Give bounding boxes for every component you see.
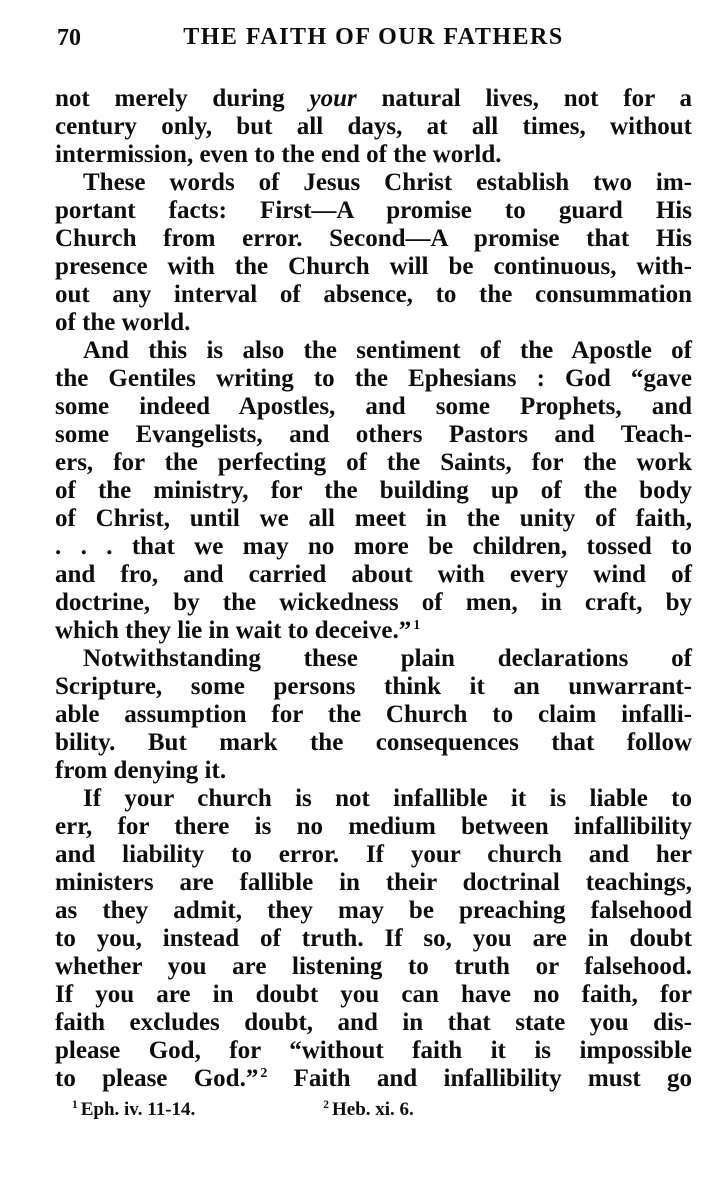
text-line — [55, 421, 692, 449]
footnote-1-text: Eph. iv. 11-14. — [80, 1099, 196, 1120]
text-segment: These words of Jesus Christ establish two im- — [83, 169, 692, 196]
text-segment: the Gentiles writing to the Ephesians : God “gave — [55, 365, 692, 392]
text-line — [55, 953, 692, 981]
text-line — [55, 309, 692, 337]
text-line — [55, 533, 692, 561]
text-line — [55, 337, 692, 365]
text-segment: intermission, even to the end of the world. — [55, 141, 502, 168]
text-segment: of the world. — [55, 309, 191, 336]
text-line — [55, 197, 692, 225]
text-segment: some Evangelists, and others Pastors and Teach- — [55, 421, 692, 448]
text-line — [55, 225, 692, 253]
text-segment: from denying it. — [55, 757, 227, 784]
text-line — [55, 113, 692, 141]
paragraph-5 — [55, 785, 692, 1093]
text-segment: Scripture, some persons think it an unwarrant- — [55, 673, 692, 700]
footnote-1 — [72, 1099, 195, 1121]
text-segment: not merely during — [55, 85, 310, 112]
text-line — [55, 1037, 692, 1065]
text-segment: err, for there is no medium between infallibility — [55, 813, 692, 840]
text-segment: natural lives, not for a — [356, 85, 692, 112]
text-segment: of Christ, until we all meet in the unity of faith, — [55, 505, 692, 532]
text-segment: ministers are fallible in their doctrinal teachings, — [55, 869, 692, 896]
page-header — [55, 24, 692, 52]
paragraph-4 — [55, 645, 692, 785]
footnote-2-text: Heb. xi. 6. — [331, 1099, 414, 1120]
text-segment: doctrine, by the wickedness of men, in craft, by — [55, 589, 692, 616]
footnote-2 — [323, 1099, 414, 1121]
text-line — [55, 477, 692, 505]
text-line — [55, 869, 692, 897]
paragraph-1 — [55, 85, 692, 169]
text-line — [55, 85, 692, 113]
text-segment: whether you are listening to truth or falsehood. — [55, 953, 692, 980]
text-segment: Notwithstanding these plain declarations of — [83, 645, 692, 672]
text-line — [55, 1065, 692, 1093]
text-line — [55, 393, 692, 421]
text-line — [55, 981, 692, 1009]
text-segment: presence with the Church will be continuous, with- — [55, 253, 692, 280]
text-line — [55, 841, 692, 869]
text-line — [55, 673, 692, 701]
text-line — [55, 281, 692, 309]
footnote-2-marker: 2 — [323, 1098, 329, 1111]
text-segment: and liability to error. If your church and her — [55, 841, 692, 868]
text-line — [55, 757, 692, 785]
text-segment: and fro, and carried about with every wind of — [55, 561, 692, 588]
running-title: THE FAITH OF OUR FATHERS — [183, 24, 564, 50]
text-segment: able assumption for the Church to claim infalli- — [55, 701, 692, 728]
text-segment: If your church is not infallible it is liable to — [83, 785, 692, 812]
text-line — [55, 645, 692, 673]
text-segment: bility. But mark the consequences that follow — [55, 729, 692, 756]
text-segment: to you, instead of truth. If so, you are in doubt — [55, 925, 692, 952]
text-segment: Church from error. Second—A promise that His — [55, 225, 692, 252]
page-number: 70 — [57, 25, 81, 51]
text-segment: If you are in doubt you can have no faith, for — [55, 981, 692, 1008]
text-line — [55, 505, 692, 533]
text-line — [55, 589, 692, 617]
text-line — [55, 617, 692, 645]
text-line — [55, 365, 692, 393]
text-line — [55, 785, 692, 813]
text-segment: to please God.” — [55, 1065, 259, 1092]
text-segment: some indeed Apostles, and some Prophets, and — [55, 393, 692, 420]
text-segment: portant facts: First—A promise to guard His — [55, 197, 692, 224]
text-line — [55, 561, 692, 589]
text-line — [55, 897, 692, 925]
text-line — [55, 925, 692, 953]
footnotes — [55, 1099, 709, 1121]
text-line — [55, 253, 692, 281]
text-line — [55, 813, 692, 841]
text-line — [55, 449, 692, 477]
text-segment: out any interval of absence, to the consummation — [55, 281, 692, 308]
text-line — [55, 701, 692, 729]
text-segment: ers, for the perfecting of the Saints, for the work — [55, 449, 692, 476]
paragraph-2 — [55, 169, 692, 337]
italic-text: your — [309, 85, 357, 112]
text-segment: as they admit, they may be preaching falsehood — [55, 897, 692, 924]
body-text — [55, 85, 692, 1093]
text-segment: faith excludes doubt, and in that state you dis- — [55, 1009, 692, 1036]
text-line — [55, 1009, 692, 1037]
text-segment: of the ministry, for the building up of the body — [55, 477, 692, 504]
text-line — [55, 729, 692, 757]
paragraph-3 — [55, 337, 692, 645]
text-segment: . . . that we may no more be children, tossed to — [55, 533, 692, 560]
text-segment: Faith and infallibility must go — [267, 1065, 692, 1092]
text-segment: And this is also the sentiment of the Apostle of — [83, 337, 692, 364]
text-segment: which they lie in wait to deceive.” — [55, 617, 412, 644]
text-segment: century only, but all days, at all times, without — [55, 113, 692, 140]
text-segment: please God, for “without faith it is impossible — [55, 1037, 692, 1064]
text-line — [55, 141, 692, 169]
footnote-1-marker: 1 — [72, 1098, 78, 1111]
footnote-reference: 2 — [260, 1065, 268, 1081]
footnote-reference: 1 — [413, 617, 421, 633]
text-line — [55, 169, 692, 197]
